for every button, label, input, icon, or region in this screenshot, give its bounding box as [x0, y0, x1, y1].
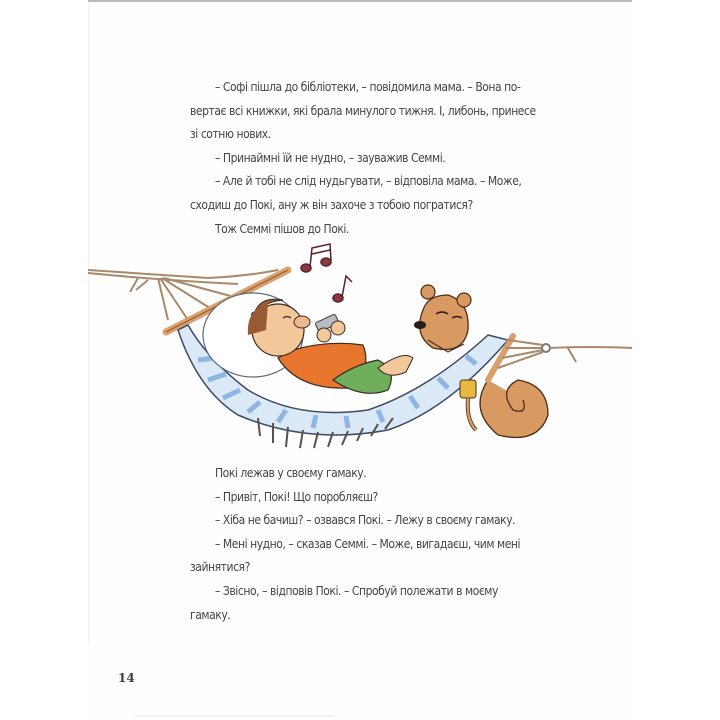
paragraph-line: зі сотню нових. [190, 127, 271, 142]
paragraph-line: – Привіт, Покі! Що поробляєш? [215, 489, 378, 504]
paragraph-line: – Але й тобі не слід нудьгувати, – відповіла мама. – Може, [215, 174, 522, 189]
music-notes-icon [301, 244, 352, 302]
squirrel-shorts [460, 380, 476, 398]
rope-right [498, 340, 632, 368]
paragraph-line: Покі лежав у своєму гамаку. [215, 466, 367, 480]
hammock-illustration [88, 240, 632, 465]
text-block-top [190, 76, 536, 241]
paragraph-line: – Принаймні їй не нудно, – зауважив Семмі. [215, 150, 446, 165]
paragraph-line: зайнятися? [190, 560, 250, 575]
text-block-bottom [190, 462, 530, 627]
boy [248, 299, 413, 393]
page-number: 14 [118, 671, 135, 685]
paragraph-line: – Софі пішла до бібліотеки, – повідомила мама. – Вона по- [215, 80, 521, 94]
paragraph-line: гамаку. [190, 607, 231, 622]
paragraph-line: Тож Семмі пішов до Покі. [215, 221, 349, 236]
paragraph-line: – Мені нудно, – сказав Семмі. – Може, вигадаєш, чим мені [215, 536, 521, 551]
page-top-border [88, 0, 632, 2]
scan-artifact [135, 715, 335, 717]
paragraph-line: – Звісно, – відповів Покі. – Спробуй полежати в моєму [215, 583, 498, 598]
paragraph-line: сходиш до Покі, ану ж він захоче з тобою погратися? [190, 197, 473, 212]
paragraph-line: – Хіба не бачиш? – озвався Покі. – Лежу в своєму гамаку. [215, 513, 516, 528]
paragraph-line: вертає всі книжки, які брала минулого тижня. І, либонь, принесе [190, 103, 536, 118]
